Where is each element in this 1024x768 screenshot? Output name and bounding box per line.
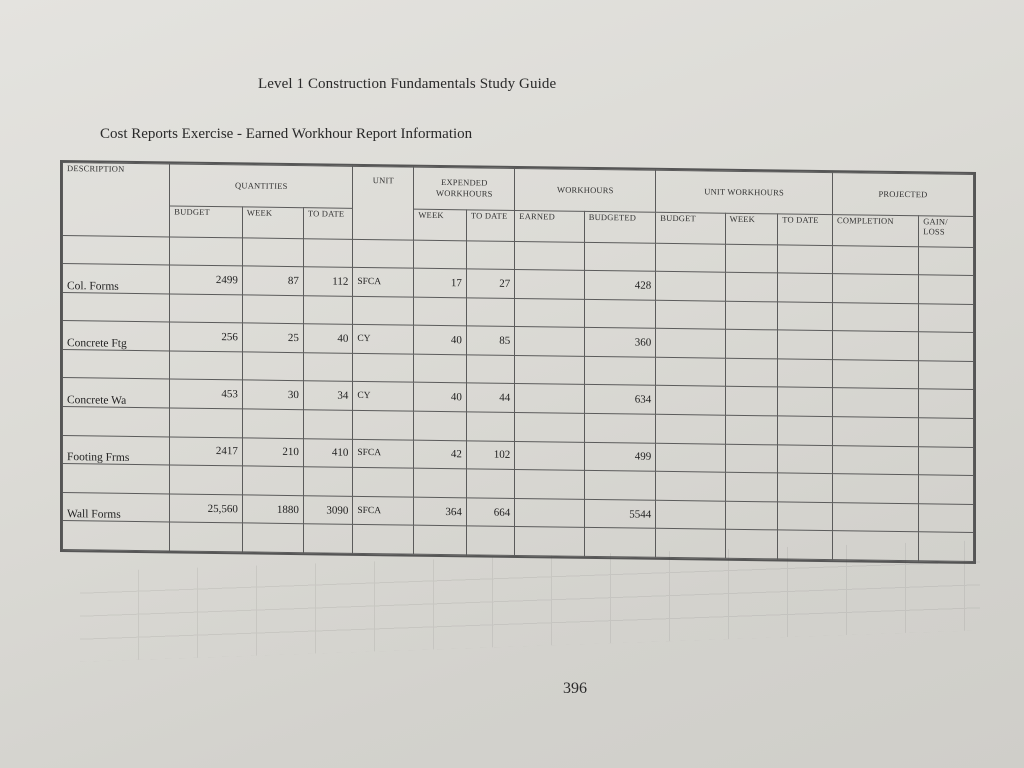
qty-budget-header: BUDGET [170,206,243,238]
empty-cell [414,525,467,554]
empty-cell [725,244,778,273]
empty-cell [414,468,467,497]
exp-to-date-cell: 27 [466,269,514,298]
empty-cell [656,243,725,272]
exp-to-date-header: TO DATE [466,210,514,241]
empty-cell [242,237,303,266]
empty-cell [466,355,514,384]
description-cell: Concrete Ftg [63,321,170,351]
uw-to-date-cell [778,445,833,474]
workhours-header: WORKHOURS [515,168,656,212]
empty-cell [584,242,656,272]
uw-budget-cell [656,443,725,472]
earned-cell [515,327,584,356]
qty-to-date-cell: 40 [303,324,352,353]
empty-cell [466,526,514,555]
qty-week-header: WEEK [242,207,303,239]
qty-to-date-cell: 34 [303,381,352,410]
uw-budget-cell [656,500,725,529]
empty-cell [725,301,778,330]
empty-cell [584,356,656,386]
unit-cell: SFCA [353,267,414,296]
unit-cell: SFCA [353,439,414,468]
empty-cell [725,415,778,444]
empty-cell [414,354,467,383]
gain-loss-cell [919,275,974,304]
uw-budget-cell [656,329,725,358]
gain-loss-cell [919,504,974,533]
report-body [63,235,974,561]
empty-cell [466,298,514,327]
empty-cell [656,300,725,329]
exp-week-cell: 364 [414,497,467,526]
uw-week-header: WEEK [725,213,778,244]
qty-week-cell: 1880 [242,495,303,524]
earned-cell [515,384,584,413]
uw-week-cell [725,444,778,473]
empty-cell [515,241,584,270]
empty-cell [170,351,243,381]
exp-to-date-cell: 664 [466,498,514,527]
empty-cell [919,418,974,447]
qty-budget-cell: 256 [170,322,243,352]
exp-week-header: WEEK [414,209,467,240]
empty-cell [353,353,414,382]
uw-budget-cell [656,386,725,415]
empty-cell [242,352,303,381]
unit-cell: CY [353,382,414,411]
gain-loss-header: GAIN/ LOSS [919,216,974,248]
empty-cell [584,528,656,558]
uw-to-date-cell [778,273,833,302]
empty-cell [303,467,352,496]
empty-cell [832,531,918,561]
empty-cell [303,410,352,439]
empty-cell [919,246,974,275]
earned-cell [515,498,584,527]
empty-cell [353,296,414,325]
empty-cell [656,529,725,559]
gain-loss-cell [919,389,974,418]
completion-cell [832,502,918,532]
report-grid [62,162,974,562]
empty-cell [353,525,414,554]
empty-cell [353,468,414,497]
empty-cell [242,409,303,438]
empty-cell [778,302,833,331]
empty-cell [919,303,974,332]
unit-header: UNIT [353,166,414,239]
description-cell: Wall Forms [63,492,170,522]
uw-to-date-cell [778,330,833,359]
empty-cell [832,245,918,275]
empty-cell [353,410,414,439]
gain-loss-cell [919,446,974,475]
empty-cell [832,359,918,389]
gain-loss-cell [919,332,974,361]
empty-cell [170,465,243,495]
empty-cell [515,298,584,327]
uw-to-date-cell [778,502,833,531]
page-number: 396 [563,680,587,697]
exp-to-date-cell: 44 [466,383,514,412]
empty-cell [515,412,584,441]
empty-cell [414,411,467,440]
unit-workhours-header: UNIT WORKHOURS [656,170,833,214]
qty-week-cell: 30 [242,380,303,409]
empty-cell [414,240,467,269]
empty-cell [656,357,725,386]
empty-cell [515,355,584,384]
exp-week-cell: 17 [414,268,467,297]
empty-cell [778,530,833,559]
qty-budget-cell: 2417 [170,437,243,467]
empty-cell [466,469,514,498]
uw-budget-header: BUDGET [656,212,725,244]
empty-cell [170,236,243,266]
qty-budget-cell: 25,560 [170,494,243,524]
exp-to-date-cell: 85 [466,326,514,355]
earned-workhour-report-table [60,160,976,564]
exp-week-cell: 42 [414,440,467,469]
empty-cell [919,475,974,504]
completion-cell [832,445,918,475]
uw-to-date-header: TO DATE [778,214,833,246]
earned-cell [515,441,584,470]
qty-week-cell: 210 [242,437,303,466]
empty-cell [919,361,974,390]
empty-cell [466,240,514,269]
unit-cell: CY [353,325,414,354]
empty-cell [725,472,778,501]
empty-cell [466,412,514,441]
empty-cell [63,521,170,551]
empty-cell [242,466,303,495]
document-title: Level 1 Construction Fundamentals Study Guide [258,76,557,92]
earned-cell [515,270,584,299]
completion-header: COMPLETION [832,214,918,246]
qty-week-cell: 25 [242,323,303,352]
empty-cell [725,530,778,559]
empty-cell [303,295,352,324]
uw-week-cell [725,387,778,416]
completion-cell [832,274,918,304]
empty-cell [170,522,243,552]
empty-cell [584,471,656,501]
empty-cell [832,417,918,447]
empty-cell [303,524,352,553]
empty-cell [242,295,303,324]
empty-cell [832,302,918,332]
empty-cell [778,244,833,273]
description-cell: Footing Frms [63,435,170,465]
uw-week-cell [725,330,778,359]
empty-cell [778,416,833,445]
qty-budget-cell: 453 [170,379,243,409]
empty-cell [303,353,352,382]
completion-cell [832,388,918,418]
exp-week-cell: 40 [414,325,467,354]
empty-cell [515,470,584,499]
qty-to-date-cell: 3090 [303,495,352,524]
uw-to-date-cell [778,387,833,416]
empty-cell [778,359,833,388]
qty-to-date-header: TO DATE [303,207,352,238]
empty-cell [919,532,974,561]
qty-week-cell: 87 [242,266,303,295]
uw-week-cell [725,501,778,530]
empty-cell [242,523,303,552]
empty-cell [778,473,833,502]
projected-header: PROJECTED [832,173,973,217]
expended-workhours-header: EXPENDED WORKHOURS [414,167,515,210]
empty-cell [725,358,778,387]
empty-cell [170,294,243,324]
empty-cell [584,413,656,443]
exp-week-cell: 40 [414,383,467,412]
empty-cell [353,239,414,268]
empty-cell [656,471,725,500]
budgeted-cell: 5544 [584,499,656,529]
empty-cell [515,527,584,557]
qty-budget-cell: 2499 [170,265,243,295]
uw-budget-cell [656,271,725,300]
empty-cell [63,349,170,379]
empty-cell [63,407,170,437]
empty-cell [63,235,170,265]
exp-to-date-cell: 102 [466,440,514,469]
description-cell: Concrete Wa [63,378,170,408]
uw-week-cell [725,272,778,301]
empty-cell [303,238,352,267]
earned-header: EARNED [515,210,584,242]
qty-to-date-cell: 410 [303,438,352,467]
description-header: DESCRIPTION [63,163,170,237]
empty-cell [63,292,170,322]
completion-cell [832,331,918,361]
budgeted-cell: 360 [584,328,656,358]
budgeted-cell: 428 [584,271,656,301]
budgeted-cell: 499 [584,442,656,472]
description-cell: Col. Forms [63,264,170,294]
quantities-header: QUANTITIES [170,164,353,208]
exercise-subtitle: Cost Reports Exercise - Earned Workhour Report Information [100,126,473,142]
budgeted-header: BUDGETED [584,211,656,243]
empty-cell [414,297,467,326]
empty-cell [832,474,918,504]
budgeted-cell: 634 [584,385,656,415]
empty-cell [63,464,170,494]
empty-cell [170,408,243,438]
unit-cell: SFCA [353,496,414,525]
empty-cell [584,299,656,329]
empty-cell [656,414,725,443]
qty-to-date-cell: 112 [303,267,352,296]
